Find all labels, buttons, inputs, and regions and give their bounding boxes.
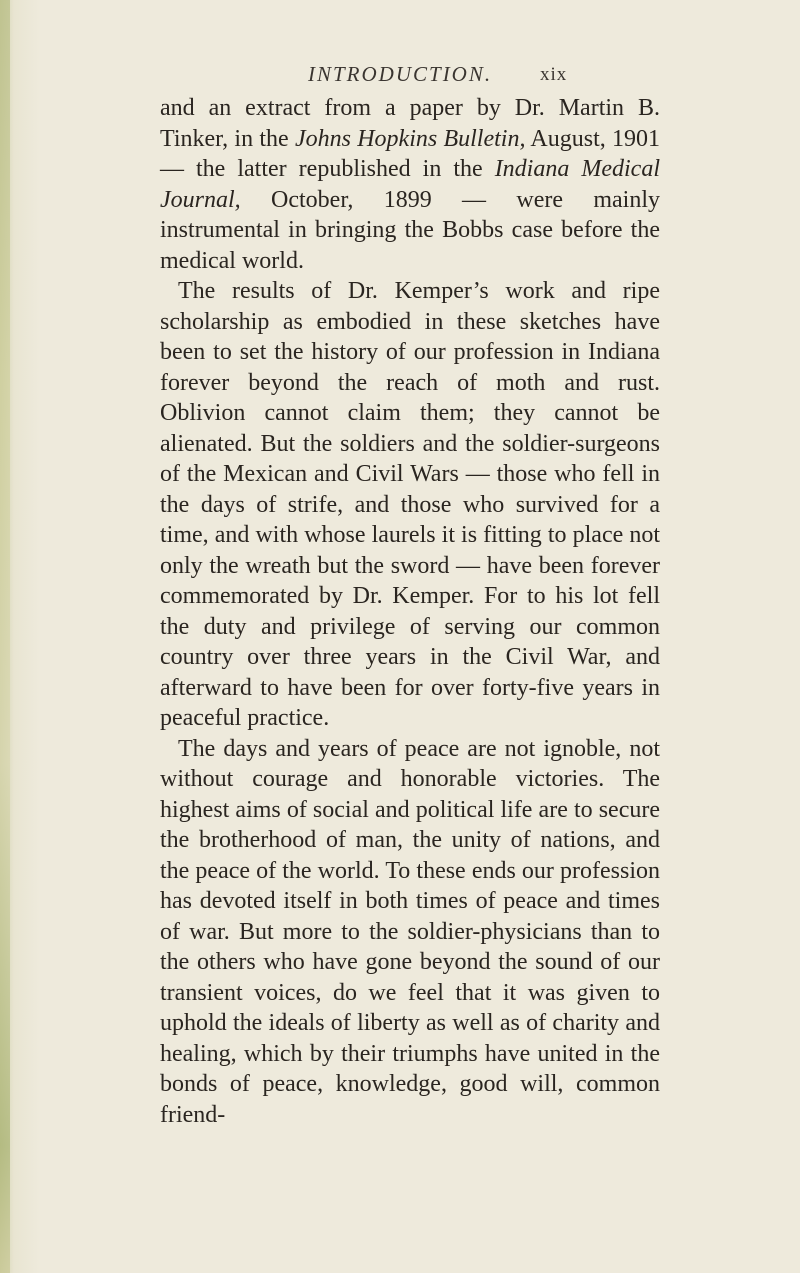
page-edge-shadow (0, 0, 10, 1273)
paragraph-1 (160, 93, 660, 276)
paragraph-3-text: The days and years of peace are not ignoble, not without courage and honorable victories. The highest aims of social and political life are to secure the brotherhood of man, the unity of nations, and the peace of the world. To these ends our profession has devoted itself in both times of peace and times of war. But more to the soldier-physicians than to the others who have gone beyond the sound of our transient voices, do we feel that it was given to uphold the ideals of liberty as well as of charity and healing, which by their triumphs have united in the bonds of peace, knowledge, good will, common friend- (160, 735, 660, 1128)
paragraph-1-segment-3: August, 1901 — the latter republished in the (160, 125, 660, 182)
body-text (160, 93, 660, 1130)
paragraph-2-text: The results of Dr. Kemper’s work and ripe scholarship as embodied in these sketches have been to set the history of our profession in Indiana forever beyond the reach of moth and rust. Oblivion cannot claim them; they cannot be alienated. But the soldiers and the soldier-surgeons of the Mexican and Civil Wars — those who fell in the days of strife, and those who survived for a time, and with whose laurels it is fitting to place not only the wreath but the sword — have been forever commemorated by Dr. Kemper. For to his lot fell the duty and privilege of serving our common country over three years in the Civil War, and afterward to have been for over forty-five years in peaceful practice. (160, 278, 660, 731)
paragraph-2 (160, 276, 660, 734)
paragraph-1-segment-5: October, 1899 — were mainly instrumental in bringing the Bobbs case before the medical world. (160, 186, 660, 274)
page-number: xix (540, 64, 568, 85)
page-header (0, 62, 800, 92)
running-title: INTRODUCTION. (308, 62, 493, 86)
journal-title-indiana-medical-journal: Indiana Medical Journal, (160, 156, 660, 213)
paragraph-3 (160, 734, 660, 1131)
paragraph-1-segment-1: and an extract from a paper by Dr. Martin B. Tinker, in the (160, 95, 660, 152)
journal-title-johns-hopkins-bulletin: Johns Hopkins Bulletin, (294, 125, 526, 152)
